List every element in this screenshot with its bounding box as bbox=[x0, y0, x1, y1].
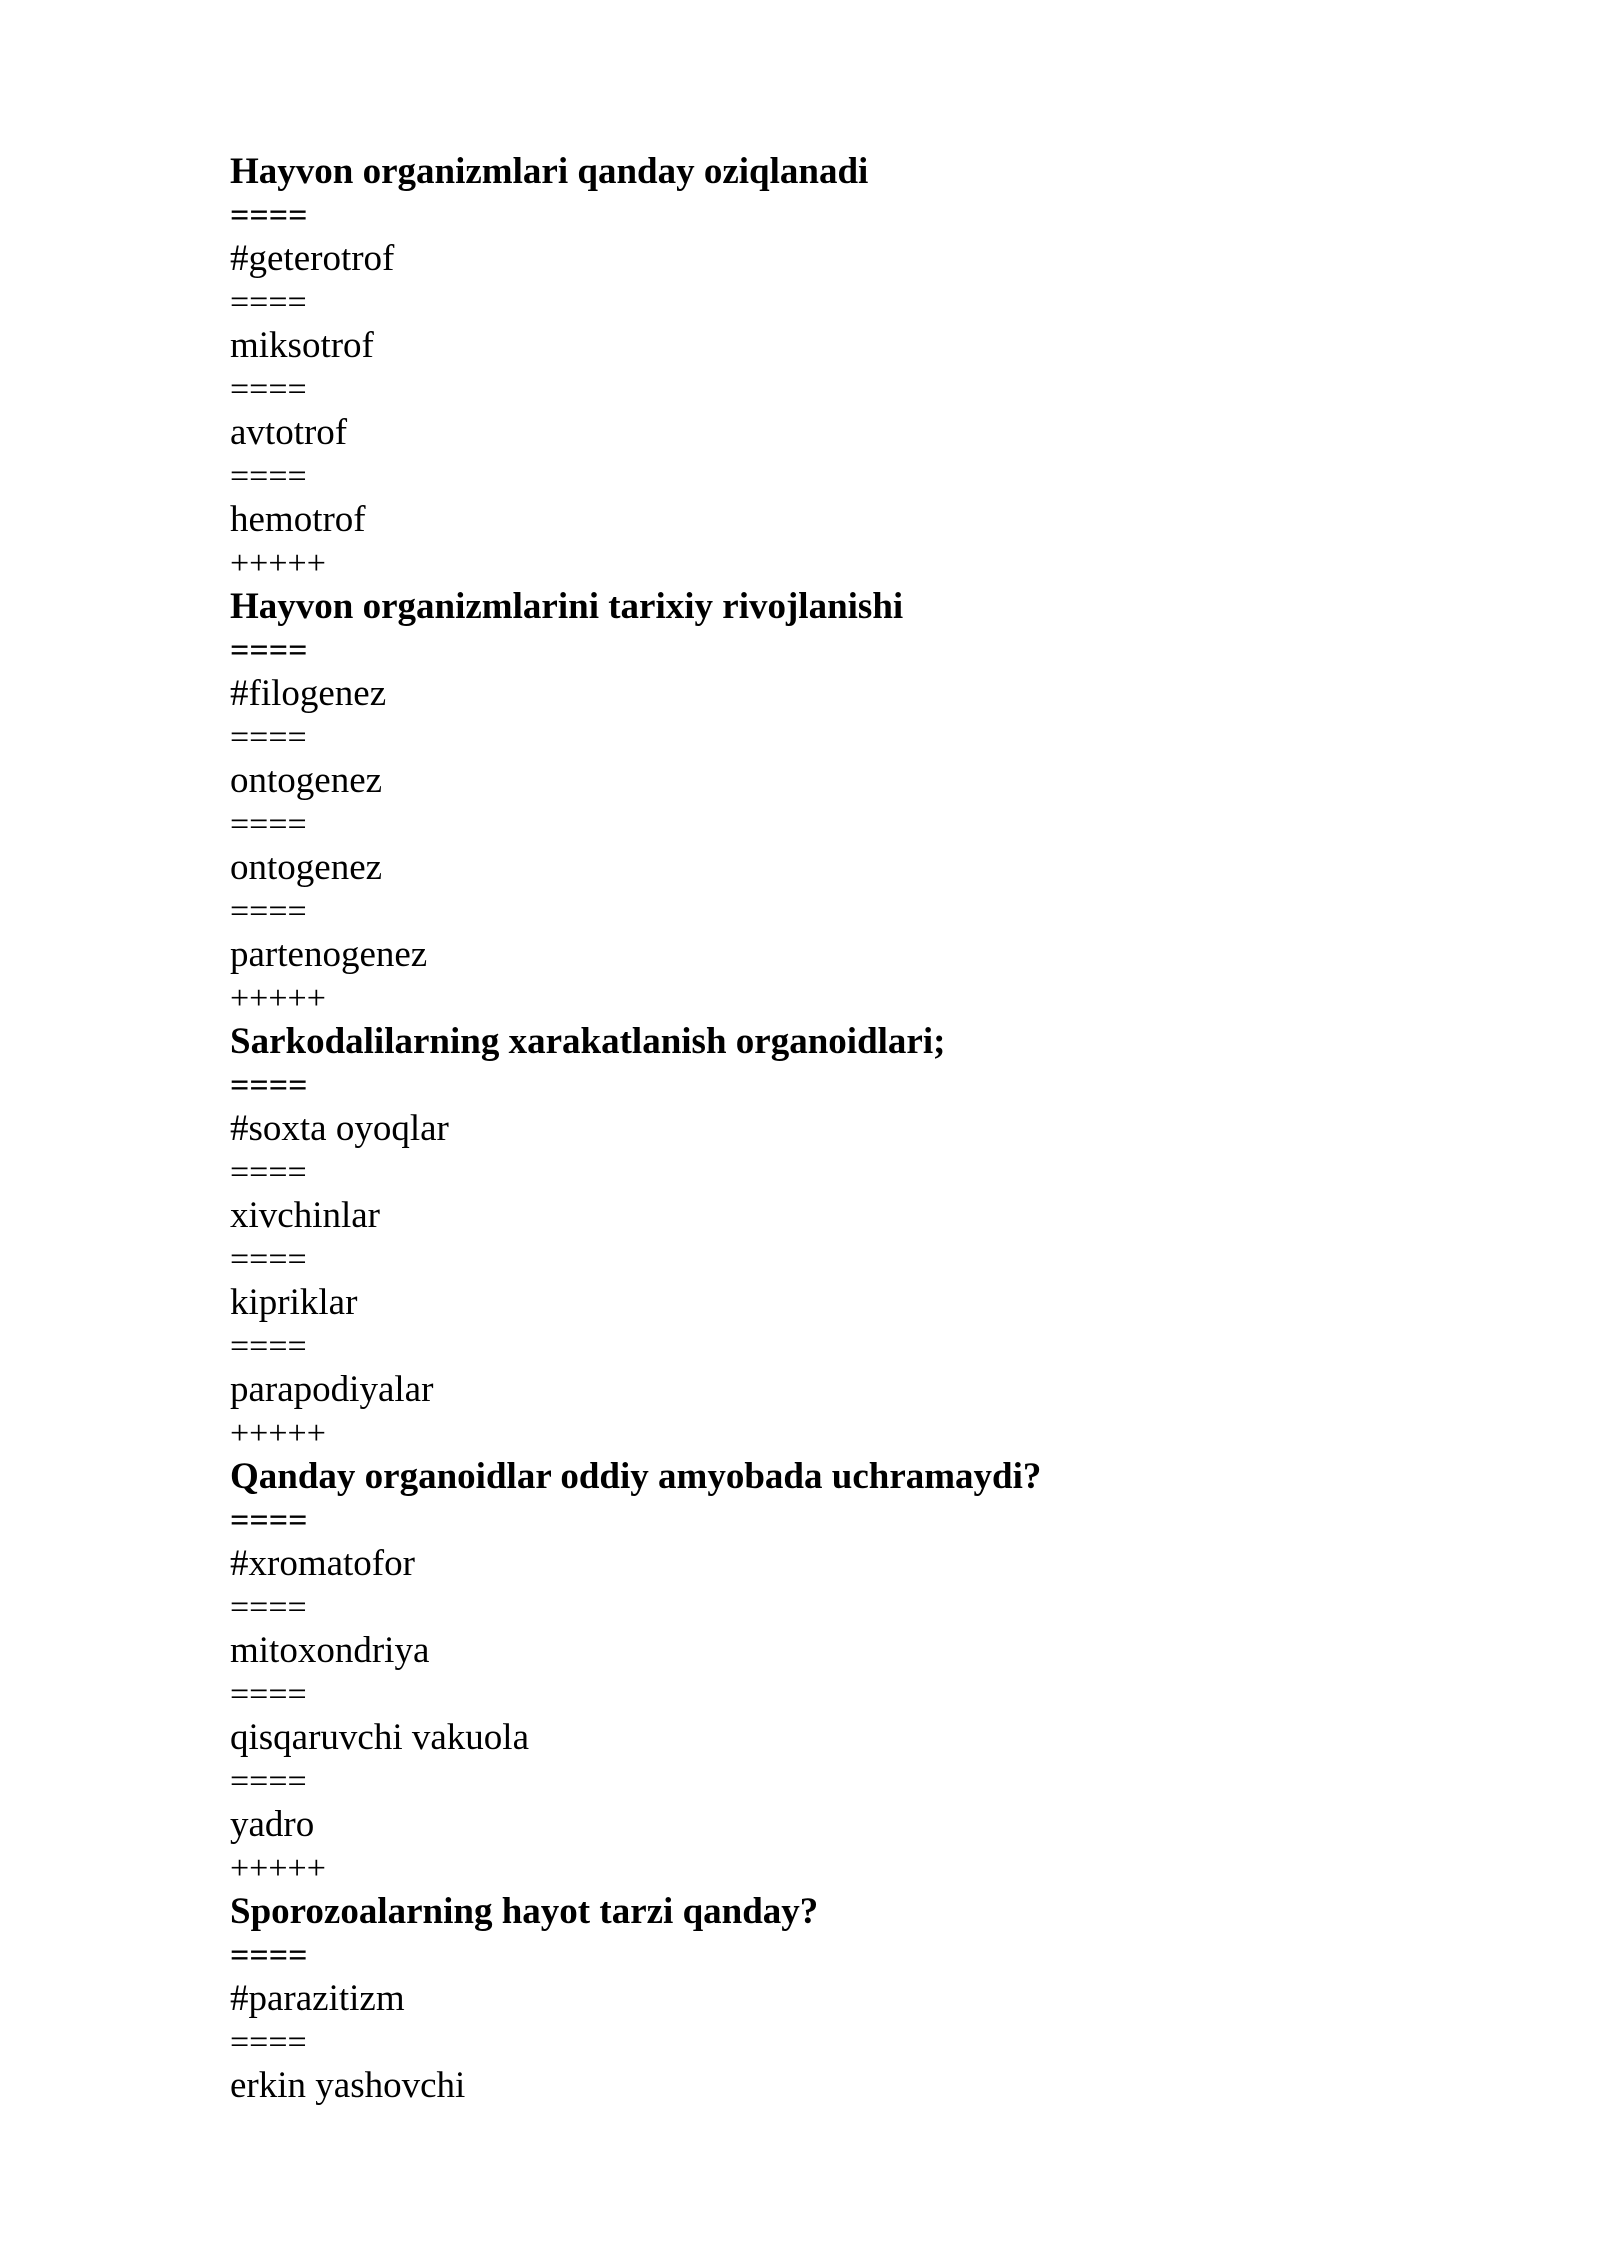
option-separator: ==== bbox=[230, 457, 307, 495]
answer-option: partenogenez bbox=[230, 934, 428, 975]
question-end-marker: +++++ bbox=[230, 979, 326, 1017]
option-separator: ==== bbox=[230, 1327, 307, 1365]
question-separator: ==== bbox=[230, 1936, 308, 1974]
option-separator: ==== bbox=[230, 892, 307, 930]
question-end-marker: +++++ bbox=[230, 1849, 326, 1887]
question-separator: ==== bbox=[230, 1501, 308, 1539]
question-block bbox=[230, 1455, 1430, 1890]
answer-option: parapodiyalar bbox=[230, 1369, 434, 1410]
answer-option: #parazitizm bbox=[230, 1978, 405, 2019]
answer-option: avtotrof bbox=[230, 412, 348, 453]
question-separator: ==== bbox=[230, 196, 308, 234]
question-block bbox=[230, 585, 1430, 1020]
question-block bbox=[230, 1890, 1430, 2108]
option-separator: ==== bbox=[230, 1588, 307, 1626]
option-separator: ==== bbox=[230, 1240, 307, 1278]
option-separator: ==== bbox=[230, 370, 307, 408]
answer-option: #soxta oyoqlar bbox=[230, 1108, 449, 1149]
answer-option: xivchinlar bbox=[230, 1195, 381, 1236]
question-end-marker: +++++ bbox=[230, 1414, 326, 1452]
answer-option: #filogenez bbox=[230, 673, 387, 714]
answer-option: ontogenez bbox=[230, 847, 383, 888]
answer-option: #geterotrof bbox=[230, 238, 395, 279]
question-text: Sarkodalilarning xarakatlanish organoidlari; bbox=[230, 1021, 946, 1062]
answer-option: mitoxondriya bbox=[230, 1630, 430, 1671]
answer-option: miksotrof bbox=[230, 325, 374, 366]
option-separator: ==== bbox=[230, 718, 307, 756]
answer-option: yadro bbox=[230, 1804, 315, 1845]
option-separator: ==== bbox=[230, 1153, 307, 1191]
question-separator: ==== bbox=[230, 631, 308, 669]
answer-option: qisqaruvchi vakuola bbox=[230, 1717, 529, 1758]
option-separator: ==== bbox=[230, 2023, 307, 2061]
answer-option: kipriklar bbox=[230, 1282, 358, 1323]
question-text: Qanday organoidlar oddiy amyobada uchramaydi? bbox=[230, 1456, 1042, 1497]
question-block bbox=[230, 150, 1430, 585]
answer-option: erkin yashovchi bbox=[230, 2065, 466, 2106]
option-separator: ==== bbox=[230, 283, 307, 321]
question-block bbox=[230, 1020, 1430, 1455]
option-separator: ==== bbox=[230, 805, 307, 843]
answer-option: #xromatofor bbox=[230, 1543, 415, 1584]
option-separator: ==== bbox=[230, 1675, 307, 1713]
question-text: Hayvon organizmlari qanday oziqlanadi bbox=[230, 151, 869, 192]
answer-option: ontogenez bbox=[230, 760, 383, 801]
question-text: Hayvon organizmlarini tarixiy rivojlanishi bbox=[230, 586, 904, 627]
document-page bbox=[230, 150, 1430, 2108]
question-separator: ==== bbox=[230, 1066, 308, 1104]
question-text: Sporozoalarning hayot tarzi qanday? bbox=[230, 1891, 819, 1932]
option-separator: ==== bbox=[230, 1762, 307, 1800]
question-end-marker: +++++ bbox=[230, 544, 326, 582]
answer-option: hemotrof bbox=[230, 499, 366, 540]
